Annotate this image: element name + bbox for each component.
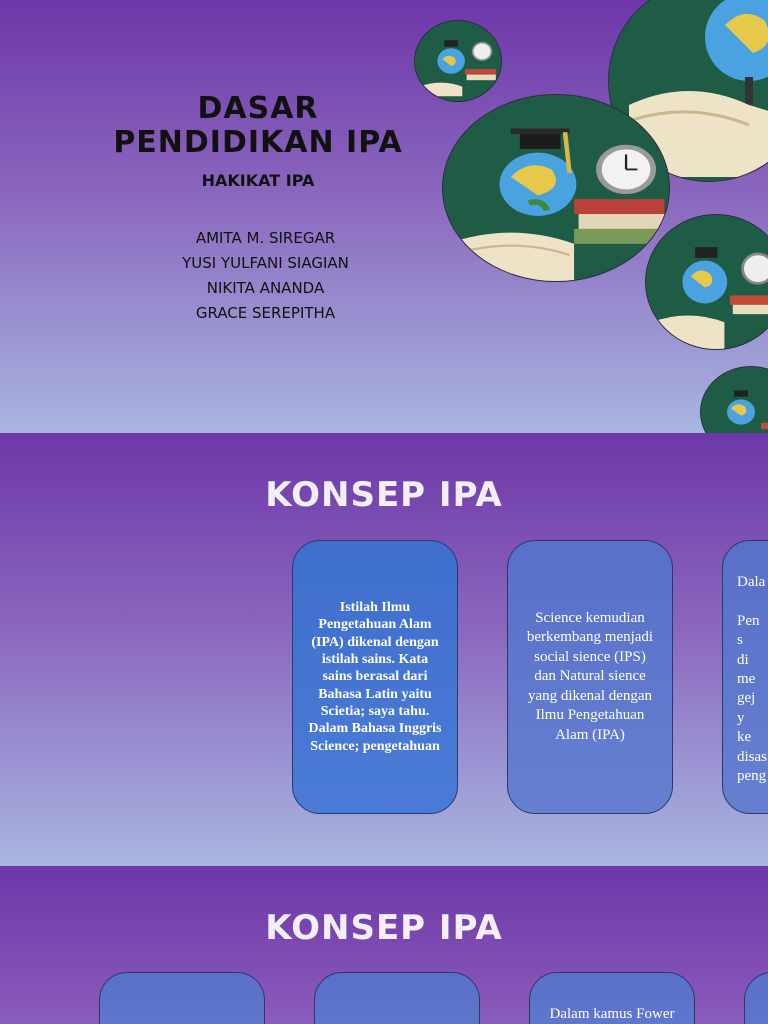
globe-books-clock-photo [645, 214, 768, 350]
concept-box-1: Istilah Ilmu Pengetahuan Alam (IPA) dikenal dengan istilah sains. Kata sains berasal dari Bahasa Latin yaitu Scietia; saya tahu. Dalam Bahasa Inggris Science; pengetahuan [292, 540, 458, 814]
slide-title: KONSEP IPA [265, 475, 503, 515]
globe-books-clock-photo [442, 94, 670, 282]
presentation-title: DASAR PENDIDIKAN IPA [113, 91, 403, 160]
author-list [108, 226, 423, 326]
slide-title: KONSEP IPA [265, 908, 503, 948]
author-name: NIKITA ANANDA [206, 279, 325, 297]
author-name: YUSI YULFANI SIAGIAN [182, 254, 349, 272]
concept-box-3: Dala Pen s di me gej y ke disas peng [722, 540, 768, 814]
concept-box-2 [314, 972, 480, 1024]
presentation-subtitle: HAKIKAT IPA [201, 171, 315, 190]
title-slide [0, 0, 768, 433]
concept-box-1 [99, 972, 265, 1024]
globe-books-clock-photo [414, 20, 502, 102]
concept-slide [0, 433, 768, 866]
concept-slide [0, 866, 768, 1024]
author-name: AMITA M. SIREGAR [195, 229, 336, 247]
concept-box-2: Science kemudian berkembang menjadi social sience (IPS) dan Natural sience yang dikenal dengan Ilmu Pengetahuan Alam (IPA) [507, 540, 673, 814]
globe-books-clock-photo [700, 366, 768, 433]
author-name: GRACE SEREPITHA [195, 304, 336, 322]
concept-box-3: Dalam kamus Fower [529, 972, 695, 1024]
concept-box-4 [744, 972, 768, 1024]
